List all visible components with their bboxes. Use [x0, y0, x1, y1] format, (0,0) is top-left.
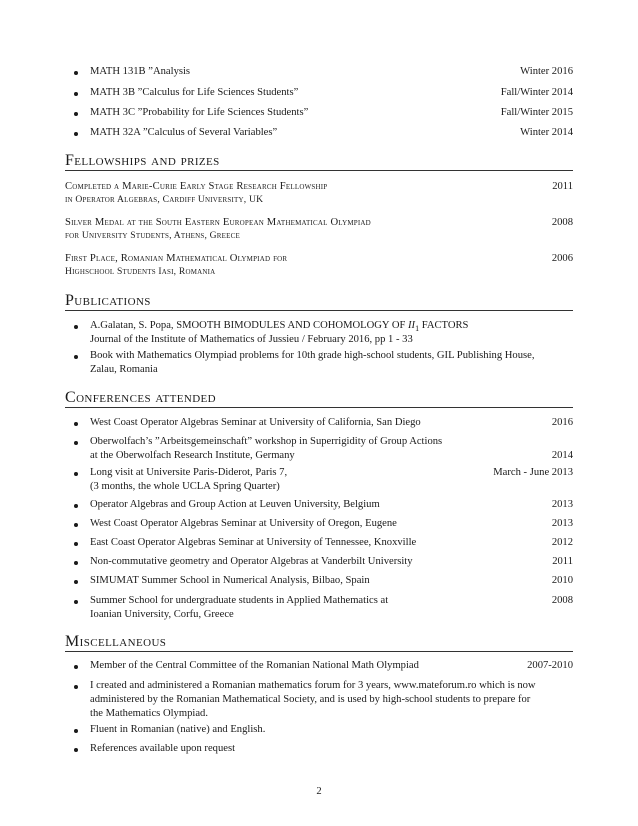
- fellowship-subtitle: in Operator Algebras, Cardiff University, UK: [65, 194, 264, 205]
- fellowship-subtitle: Highschool Students Iasi, Romania: [65, 266, 216, 277]
- section-rule: [65, 407, 573, 408]
- bullet: [74, 523, 78, 527]
- teaching-date: Fall/Winter 2014: [500, 87, 573, 98]
- bullet: [74, 685, 78, 689]
- section-title-fellowships: Fellowships and prizes: [65, 152, 220, 169]
- misc-item: I created and administered a Romanian mathematics forum for 3 years, www.mateforum.ro which is now: [90, 680, 536, 691]
- conference-item: East Coast Operator Algebras Seminar at University of Tennessee, Knoxville: [90, 537, 417, 548]
- publication-journal: Journal of the Institute of Mathematics of Jussieu / February 2016, pp 1 - 33: [90, 334, 413, 345]
- bullet: [74, 729, 78, 733]
- section-rule: [65, 310, 573, 311]
- bullet: [74, 561, 78, 565]
- conference-item: Oberwolfach’s ”Arbeitsgemeinschaft” workshop in Superrigidity of Group Actions: [90, 436, 443, 447]
- teaching-item: MATH 32A ”Calculus of Several Variables”: [90, 127, 278, 138]
- conference-item: West Coast Operator Algebras Seminar at University of California, San Diego: [90, 417, 421, 428]
- publication-detail: Zalau, Romania: [90, 364, 158, 375]
- misc-item: Member of the Central Committee of the Romanian National Math Olympiad: [90, 660, 419, 671]
- teaching-date: Winter 2014: [520, 127, 573, 138]
- conference-item: SIMUMAT Summer School in Numerical Analysis, Bilbao, Spain: [90, 575, 370, 586]
- fellowship-title: Silver Medal at the South Eastern European Mathematical Olympiad: [65, 217, 371, 228]
- conference-date: 2016: [551, 417, 573, 428]
- fellowship-year: 2011: [552, 181, 573, 192]
- fellowship-year: 2006: [551, 253, 573, 264]
- bullet: [74, 580, 78, 584]
- math-symbol: II: [408, 320, 416, 331]
- teaching-item: MATH 131B ”Analysis: [90, 66, 191, 77]
- bullet: [74, 600, 78, 604]
- bullet: [74, 441, 78, 445]
- publication-title: Book with Mathematics Olympiad problems for 10th grade high-school students, GIL Publishing House,: [90, 350, 535, 361]
- bullet: [74, 325, 78, 329]
- conference-item: Long visit at Universite Paris-Diderot, Paris 7,: [90, 467, 288, 478]
- publication-title-text: A.Galatan, S. Popa, SMOOTH BIMODULES AND COHOMOLOGY OF: [90, 320, 409, 331]
- conference-item: Non-commutative geometry and Operator Algebras at Vanderbilt University: [90, 556, 413, 567]
- conference-date: 2013: [551, 499, 573, 510]
- misc-item-line3: the Mathematics Olympiad.: [90, 708, 208, 719]
- misc-item: Fluent in Romanian (native) and English.: [90, 724, 266, 735]
- teaching-item: MATH 3B ”Calculus for Life Sciences Students”: [90, 87, 299, 98]
- conference-date: 2008: [551, 595, 573, 606]
- conference-date: 2012: [551, 537, 573, 548]
- section-title-publications: Publications: [65, 292, 151, 309]
- conference-item: Summer School for undergraduate students in Applied Mathematics at: [90, 595, 389, 606]
- bullet: [74, 71, 78, 75]
- math-subscript: 1: [415, 324, 420, 334]
- bullet: [74, 112, 78, 116]
- teaching-date: Winter 2016: [520, 66, 573, 77]
- conference-item: Operator Algebras and Group Action at Leuven University, Belgium: [90, 499, 380, 510]
- teaching-date: Fall/Winter 2015: [500, 107, 573, 118]
- misc-item: References available upon request: [90, 743, 236, 754]
- conference-date: 2013: [551, 518, 573, 529]
- conference-date: 2014: [551, 450, 573, 461]
- bullet: [74, 472, 78, 476]
- conference-date: 2010: [551, 575, 573, 586]
- bullet: [74, 542, 78, 546]
- misc-date: 2007-2010: [527, 660, 573, 671]
- fellowship-year: 2008: [551, 217, 573, 228]
- conference-item-line2: (3 months, the whole UCLA Spring Quarter): [90, 481, 280, 492]
- conference-item-line2: Ioanian University, Corfu, Greece: [90, 609, 234, 620]
- misc-item-line2: administered by the Romanian Mathematical Society, and is used by high-school students to prepare for: [90, 694, 531, 705]
- section-rule: [65, 651, 573, 652]
- fellowship-title: Completed a Marie-Curie Early Stage Research Fellowship: [65, 181, 328, 192]
- bullet: [74, 92, 78, 96]
- bullet: [74, 665, 78, 669]
- conference-date: 2011: [552, 556, 573, 567]
- publication-title-text: FACTORS: [419, 320, 469, 331]
- fellowship-subtitle: for University Students, Athens, Greece: [65, 230, 240, 241]
- bullet: [74, 355, 78, 359]
- section-title-conferences: Conferences attended: [65, 389, 217, 406]
- page-number: 2: [316, 786, 322, 797]
- fellowship-title: First Place, Romanian Mathematical Olympiad for: [65, 253, 288, 264]
- bullet: [74, 748, 78, 752]
- teaching-item: MATH 3C ”Probability for Life Sciences Students”: [90, 107, 309, 118]
- conference-date: March - June 2013: [493, 467, 573, 478]
- bullet: [74, 504, 78, 508]
- bullet: [74, 422, 78, 426]
- conference-item-line2: at the Oberwolfach Research Institute, Germany: [90, 450, 295, 461]
- conference-item: West Coast Operator Algebras Seminar at University of Oregon, Eugene: [90, 518, 397, 529]
- section-title-misc: Miscellaneous: [65, 633, 167, 650]
- section-rule: [65, 170, 573, 171]
- bullet: [74, 132, 78, 136]
